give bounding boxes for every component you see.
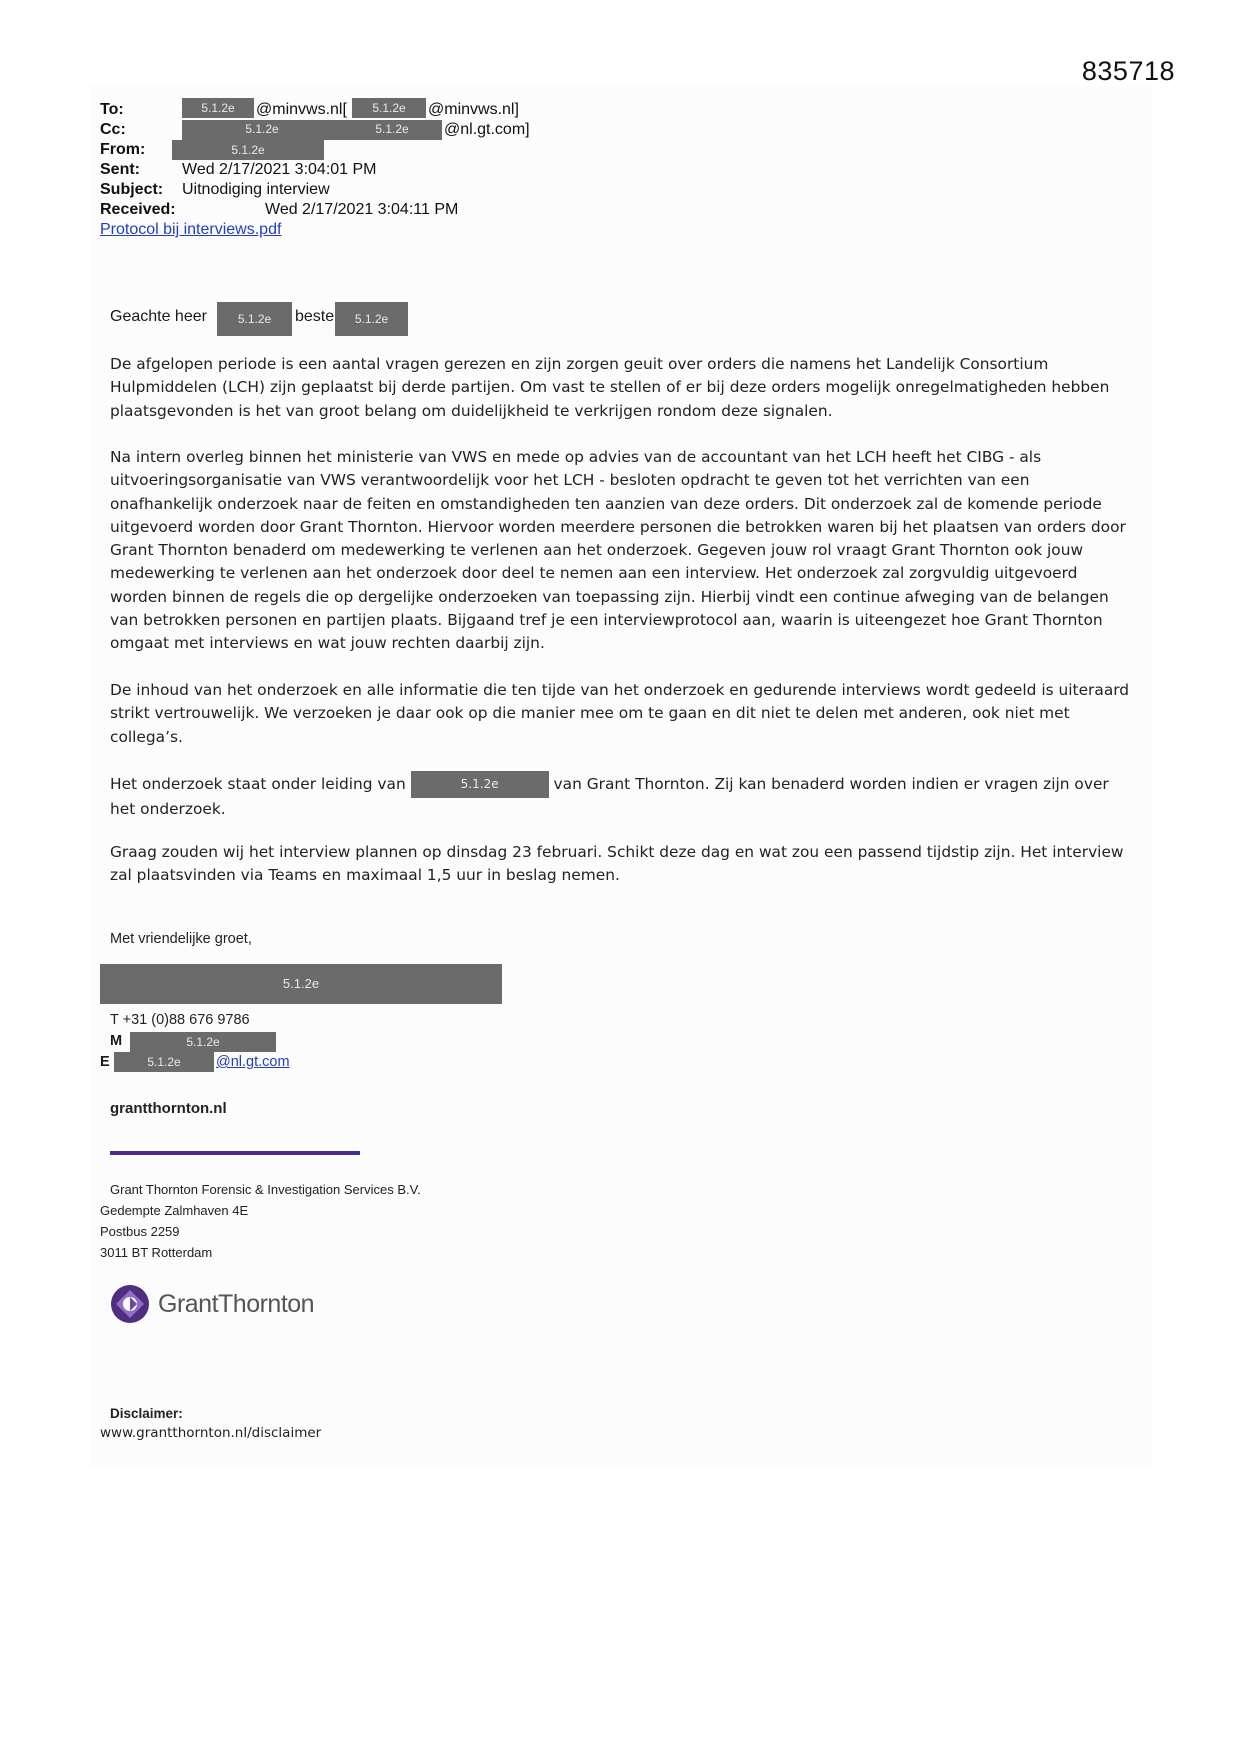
signature-mobile (110, 1032, 290, 1052)
mobile-label: M (110, 1033, 123, 1049)
sent-value: Wed 2/17/2021 3:04:01 PM (182, 161, 377, 178)
redaction-box: 5.1.2e (217, 302, 292, 336)
grant-thornton-logo (110, 1282, 314, 1326)
sent-label: Sent: (100, 161, 140, 178)
to-row (100, 100, 519, 120)
redaction-box: 5.1.2e (352, 98, 426, 118)
company-name: Grant Thornton Forensic & Investigation Services B.V. (110, 1182, 421, 1197)
greeting (110, 302, 430, 336)
received-value: Wed 2/17/2021 3:04:11 PM (265, 201, 459, 218)
redaction-box: 5.1.2e (182, 120, 342, 140)
signature-phone: T +31 (0)88 676 9786 (110, 1012, 250, 1028)
redaction-box: 5.1.2e (342, 120, 442, 140)
subject-label: Subject: (100, 181, 164, 198)
signature-name-redaction: 5.1.2e (100, 964, 502, 1004)
to-domain-1: @minvws.nl[ (256, 101, 347, 118)
paragraph-4 (110, 771, 1130, 821)
p4-suffix: van Grant Thornton. Zij kan benaderd worden indien er vragen zijn over het onderzoek. (110, 775, 1109, 818)
to-label: To: (100, 101, 124, 118)
greeting-mid: beste (295, 308, 335, 325)
redaction-box: 5.1.2e (411, 771, 549, 798)
email-label: E (100, 1054, 110, 1070)
greeting-prefix: Geachte heer (110, 308, 207, 325)
cc-row (100, 120, 530, 140)
signature-email (100, 1052, 320, 1072)
cc-label: Cc: (100, 121, 126, 138)
address-line-1: Gedempte Zalmhaven 4E (100, 1203, 249, 1218)
redaction-box: 5.1.2e (172, 140, 324, 160)
email-domain-link[interactable]: @nl.gt.com (216, 1054, 290, 1070)
disclaimer-url[interactable]: www.grantthornton.nl/disclaimer (100, 1425, 322, 1441)
paragraph-2: Na intern overleg binnen het ministerie van VWS en mede op advies van de accountant van het LCH heeft het CIBG - als uitvoeringsorganisatie van VWS verantwoordelijk voor het LCH - besloten opdracht te geven tot het verrichten van een onafhankelijk onderzoek naar de feiten en omstandigheden ten aanzien van deze orders. Dit onderzoek zal de komende periode uitgevoerd worden door Grant Thornton. Hiervoor worden meerdere personen die betrokken waren bij het plaatsen van orders door Grant Thornton benaderd om medewerking te verlenen aan het onderzoek. Gegeven jouw rol vraagt Grant Thornton ook jouw medewerking te verlenen aan het onderzoek door deel te nemen aan een interview. Het onderzoek zal zorgvuldig uitgevoerd worden binnen de regels die op dergelijke onderzoeken van toepassing zijn. Hierbij vindt een continue afweging van de belangen van betrokken personen en partijen plaats. Bijgaand tref je een interviewprotocol aan, waarin is uiteengezet hoe Grant Thornton omgaat met interviews en wat jouw rechten daarbij zijn. (110, 448, 1126, 653)
disclaimer-label: Disclaimer: (110, 1406, 183, 1421)
paragraph-1: De afgelopen periode is een aantal vragen gerezen en zijn zorgen geuit over orders die namens het Landelijk Consortium Hulpmiddelen (LCH) zijn geplaatst bij derde partijen. Om vast te stellen of er bij deze orders mogelijk onregelmatigheden hebben plaatsgevonden is het van groot belang om duidelijkheid te verkrijgen rondom deze signalen. (110, 355, 1110, 420)
p4-prefix: Het onderzoek staat onder leiding van (110, 775, 406, 793)
redaction-box: 5.1.2e (182, 98, 254, 118)
logo-wordmark: GrantThornton (158, 1289, 315, 1318)
attachment-link[interactable]: Protocol bij interviews.pdf (100, 221, 282, 238)
subject-value: Uitnodiging interview (182, 181, 330, 198)
closing: Met vriendelijke groet, (110, 931, 252, 947)
address-line-2: Postbus 2259 (100, 1224, 180, 1239)
redaction-box: 5.1.2e (335, 302, 408, 336)
grant-thornton-logo-icon (110, 1284, 150, 1324)
attachment-row (100, 220, 281, 240)
received-row (100, 200, 459, 220)
cc-domain: @nl.gt.com] (444, 121, 530, 138)
redaction-box: 5.1.2e (130, 1032, 276, 1052)
redaction-box: 5.1.2e (114, 1052, 214, 1072)
paragraph-5: Graag zouden wij het interview plannen op dinsdag 23 februari. Schikt deze dag en wat zou een passend tijdstip zijn. Het interview zal plaatsvinden via Teams en maximaal 1,5 uur in beslag nemen. (110, 843, 1124, 885)
sent-row (100, 160, 377, 180)
website: grantthornton.nl (110, 1100, 227, 1117)
from-row (100, 140, 265, 160)
address-line-3: 3011 BT Rotterdam (100, 1245, 213, 1260)
from-label: From: (100, 141, 146, 158)
brand-divider (110, 1151, 360, 1155)
to-domain-2: @minvws.nl] (428, 101, 519, 118)
paragraph-3: De inhoud van het onderzoek en alle informatie die ten tijde van het onderzoek en gedurende interviews wordt gedeeld is uiteraard strikt vertrouwelijk. We verzoeken je daar ook op die manier mee om te gaan en dit niet te delen met anderen, ook niet met collega’s. (110, 681, 1130, 746)
received-label: Received: (100, 201, 176, 218)
subject-row (100, 180, 330, 200)
document-number: 835718 (1081, 56, 1175, 86)
